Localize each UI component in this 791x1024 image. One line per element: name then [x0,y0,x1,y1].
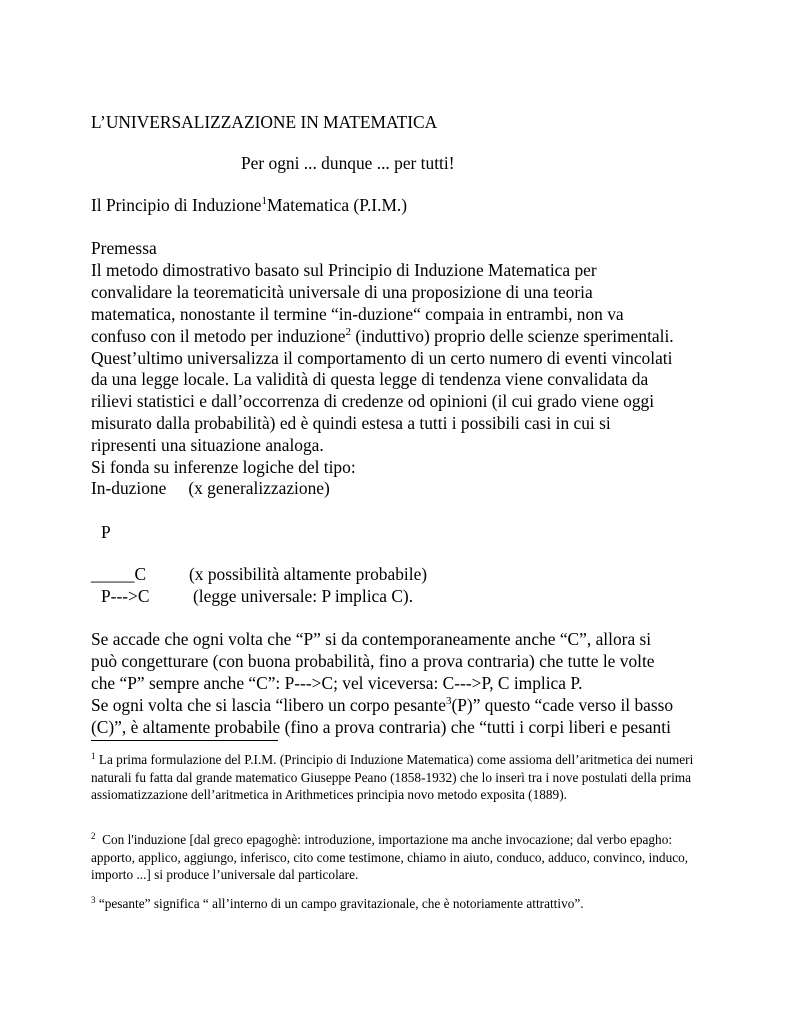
text-line: rilievi statistici e dall’occorrenza di credenze od opinioni (il cui grado viene oggi [91,391,655,411]
text-line: Se accade che ogni volta che “P” si da contemporaneamente anche “C”, allora si [91,629,652,649]
text-line: che “P” sempre anche “C”: P--->C; vel viceversa: C--->P, C implica P. [91,673,583,693]
text-line: misurato dalla probabilità) ed è quindi estesa a tutti i possibili casi in cui si [91,413,611,433]
footnote-ref-2: 2 [345,326,352,338]
footnote-1: $^1$ La prima formulazione del P.I.M. (Principio di Induzione Matematica) come assioma dell’aritmetica dei numeri naturali fu fatta dal grande matematico Giuseppe Peano (1858-1932) che lo inserì tra i nove postulati della prima assiomatizzazione dell’aritmetica in Arithmetices principia novo metodo exposita (1889). [91,751,694,802]
section-heading: Il Principio di Induzione$^1$Matematica (P.I.M.) [91,195,408,215]
inference-premise: P [101,522,111,542]
text-line: matematica, nonostante il termine “in-duzione“ compaia in entrambi, non va [91,304,624,324]
text-line: Quest’ultimo universalizza il comportamento di un certo numero di eventi vincolati [91,348,673,368]
text-line: da una legge locale. La validità di questa legge di tendenza viene convalidata da [91,369,649,389]
document-title: L’UNIVERSALIZZAZIONE IN MATEMATICA [91,112,438,132]
text-line: Il metodo dimostrativo basato sul Principio di Induzione Matematica per [91,260,597,280]
footnote-2: $^2$ Con l'induzione [dal greco epagoghè: introduzione, importazione ma anche invocazione; dal verbo epagho: apporto, applico, aggiungo, inferisco, cito come testimone, chiamo in aiuto, conduco, adduco, convinco, induco, importo ...] si produce l’universale dal particolare. [91,831,689,882]
footnote-ref-1: 1 [261,195,267,207]
premessa-heading: Premessa [91,238,157,258]
document-subtitle: Per ogni ... dunque ... per tutti! [241,153,455,173]
text-line: può congetturare (con buona probabilità, fino a prova contraria) che tutte le volte [91,651,655,671]
text-line: In-duzione (x generalizzazione) [91,478,330,498]
inference-law: P--->C (legge universale: P implica C). [101,586,414,606]
inference-conclusion: _____C (x possibilità altamente probabile) [91,564,428,584]
text-line: (C)”, è altamente probabile (fino a prova contraria) che “tutti i corpi liberi e pesanti [91,717,671,737]
footnote-ref-3: 3 [445,695,452,707]
text-line: confuso con il metodo per induzione$^2$ (induttivo) proprio delle scienze sperimentali. [91,326,674,346]
text-line: convalidare la teorematicità universale di una proposizione di una teoria [91,282,593,302]
footnote-separator [91,740,278,741]
text-line: Si fonda su inferenze logiche del tipo: [91,457,356,477]
text-line: ripresenti una situazione analoga. [91,435,324,455]
footnote-3: $^3$ “pesante” significa “ all’interno di un campo gravitazionale, che è notoriamente attrattivo”. [91,895,584,911]
text-line: Se ogni volta che si lascia “libero un corpo pesante$^3$(P)” questo “cade verso il basso [91,695,674,715]
